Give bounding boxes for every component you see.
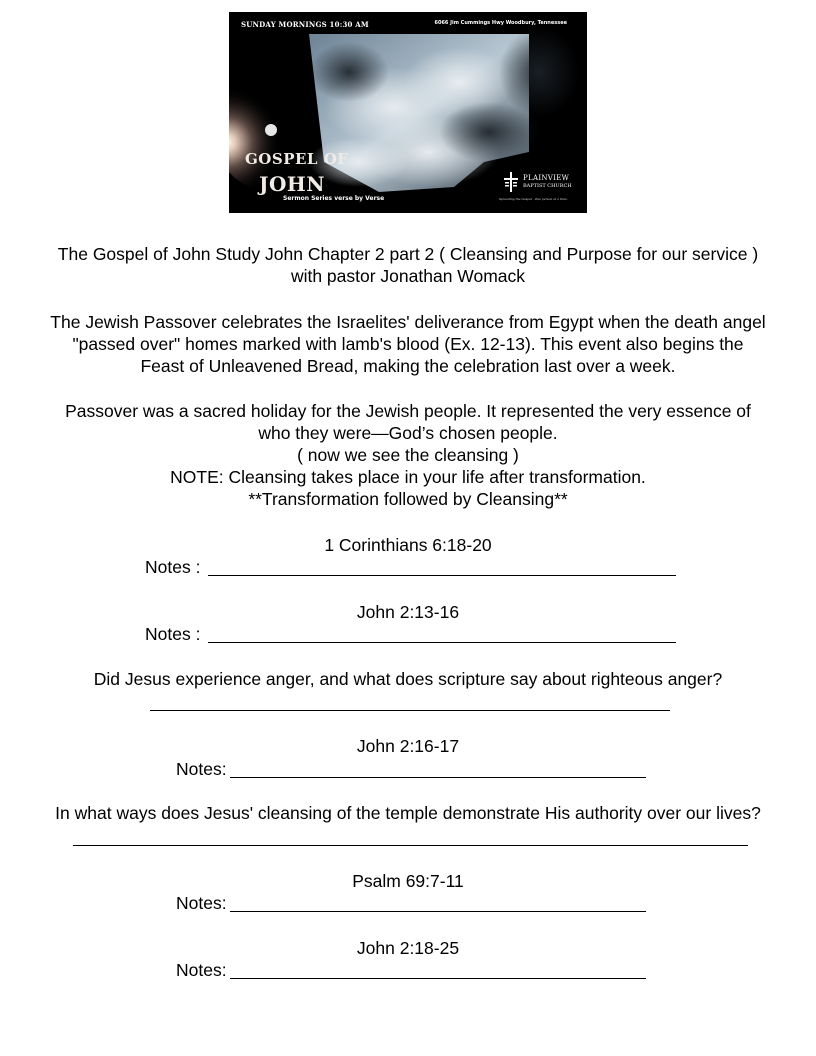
church-tagline: Spreading the Gospel · One person at a time. bbox=[499, 197, 568, 201]
passover-text-line: Feast of Unleavened Bread, making the celebration last over a week. bbox=[140, 356, 676, 376]
answer-blank-line[interactable] bbox=[150, 710, 670, 711]
scripture-reference: John 2:16-17 bbox=[356, 736, 460, 756]
transformation-note: **Transformation followed by Cleansing** bbox=[248, 489, 568, 509]
scripture-reference: John 2:18-25 bbox=[356, 938, 460, 958]
notes-blank-line[interactable] bbox=[230, 911, 646, 912]
cross-logo-icon bbox=[503, 172, 519, 192]
cleansing-note: NOTE: Cleansing takes place in your life after transformation. bbox=[170, 467, 646, 487]
study-title: The Gospel of John Study John Chapter 2 part 2 ( Cleansing and Purpose for our service ) bbox=[57, 244, 759, 264]
notes-label: Notes: bbox=[176, 893, 227, 913]
notes-label: Notes: bbox=[176, 960, 227, 980]
answer-blank-line[interactable] bbox=[73, 845, 748, 846]
notes-blank-line[interactable] bbox=[230, 777, 646, 778]
banner-subtitle: Sermon Series verse by Verse bbox=[283, 195, 385, 202]
sacred-text-line: Passover was a sacred holiday for the Jewish people. It represented the very essence of bbox=[65, 401, 751, 421]
scripture-reference: John 2:13-16 bbox=[356, 602, 460, 622]
schedule-text: SUNDAY MORNINGS 10:30 AM bbox=[241, 20, 369, 29]
notes-label: Notes: bbox=[176, 759, 227, 779]
scripture-reference: Psalm 69:7-11 bbox=[352, 871, 464, 891]
passover-text-line: The Jewish Passover celebrates the Israelites' deliverance from Egypt when the death angel bbox=[50, 312, 766, 332]
address-text: 6066 Jim Cummings Hwy Woodbury, Tennessee bbox=[434, 20, 567, 26]
church-name: PLAINVIEW bbox=[523, 174, 570, 182]
authority-question: In what ways does Jesus' cleansing of the temple demonstrate His authority over our lives? bbox=[55, 803, 761, 823]
anger-question: Did Jesus experience anger, and what does scripture say about righteous anger? bbox=[93, 669, 723, 689]
study-pastor: with pastor Jonathan Womack bbox=[290, 266, 526, 286]
banner-title-line1: GOSPEL OF bbox=[245, 150, 349, 168]
sermon-banner bbox=[229, 12, 587, 213]
notes-label: Notes : bbox=[145, 624, 201, 644]
sacred-text-line: who they were—God’s chosen people. bbox=[258, 423, 558, 443]
notes-blank-line[interactable] bbox=[230, 978, 646, 979]
cleansing-note: ( now we see the cleansing ) bbox=[297, 445, 519, 465]
notes-blank-line[interactable] bbox=[208, 575, 676, 576]
scripture-reference: 1 Corinthians 6:18-20 bbox=[324, 535, 492, 555]
banner-title-line2: JOHN bbox=[259, 172, 326, 196]
notes-blank-line[interactable] bbox=[208, 642, 676, 643]
notes-label: Notes : bbox=[145, 557, 201, 577]
passover-text-line: "passed over" homes marked with lamb's blood (Ex. 12-13). This event also begins the bbox=[72, 334, 744, 354]
church-logo bbox=[501, 170, 581, 204]
church-subtitle: BAPTIST CHURCH bbox=[523, 183, 572, 189]
